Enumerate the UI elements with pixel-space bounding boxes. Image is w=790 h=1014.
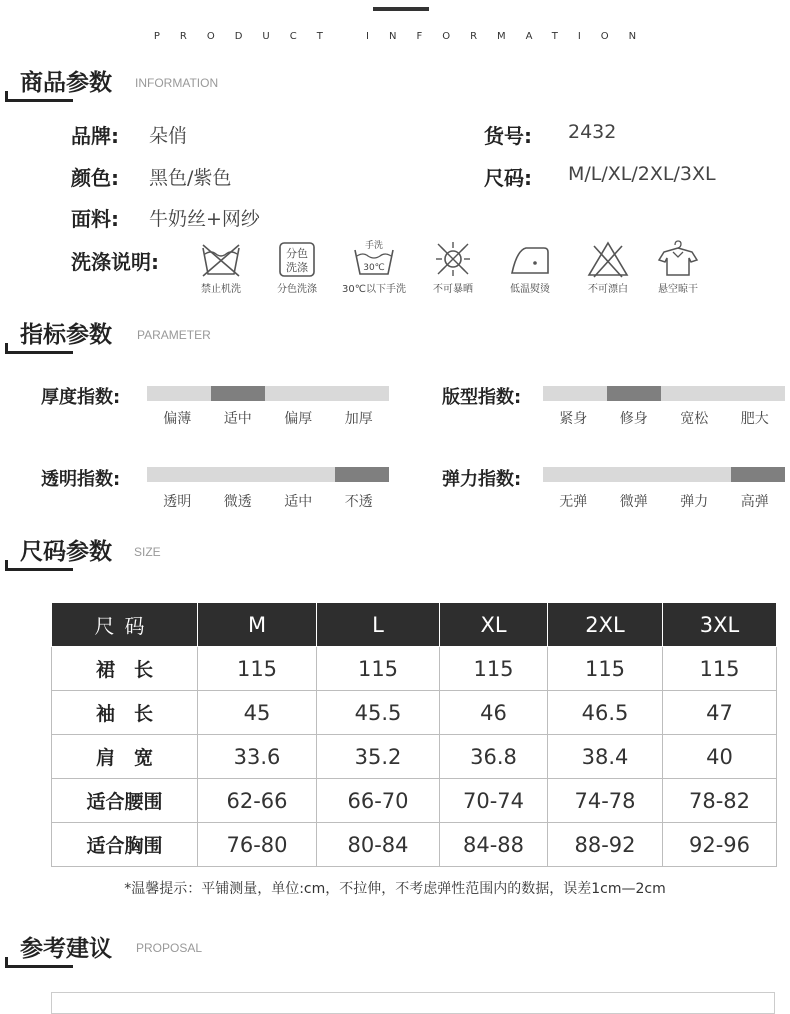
table-row bbox=[52, 779, 777, 823]
separate-icon-bottom-text: 洗涤 bbox=[286, 261, 308, 274]
wash-label: 洗涤说明: bbox=[71, 250, 159, 274]
sheer-scale-bar bbox=[147, 467, 389, 482]
thickness-label: 厚度指数: bbox=[41, 387, 121, 408]
sku-label: 货号: bbox=[484, 124, 532, 148]
thickness-tick-label: 偏薄 bbox=[163, 411, 192, 427]
table-cell: 40 bbox=[663, 735, 777, 779]
wash-item-separate bbox=[262, 240, 332, 295]
fit-tick-label: 修身 bbox=[619, 411, 648, 427]
table-cell: 115 bbox=[663, 647, 777, 691]
size-header-cell: L bbox=[317, 603, 440, 647]
table-cell: 45 bbox=[198, 691, 317, 735]
table-cell: 62-66 bbox=[198, 779, 317, 823]
brand-label: 品牌: bbox=[71, 124, 119, 148]
no-bleach-icon bbox=[586, 240, 630, 278]
hand-icon-top-text: 手洗 bbox=[364, 241, 384, 251]
size-value: M/L/XL/2XL/3XL bbox=[568, 163, 716, 185]
wash-item-low-iron bbox=[495, 240, 565, 295]
row-label: 袖 长 bbox=[52, 691, 198, 735]
wash-caption: 禁止机洗 bbox=[201, 284, 241, 295]
thickness-selected-segment bbox=[211, 386, 265, 401]
row-label: 肩 宽 bbox=[52, 735, 198, 779]
wash-caption: 不可暴晒 bbox=[433, 284, 473, 295]
table-cell: 33.6 bbox=[198, 735, 317, 779]
wash-item-no-bleach bbox=[573, 240, 643, 295]
table-row bbox=[52, 823, 777, 867]
table-cell: 115 bbox=[440, 647, 548, 691]
hang-dry-icon bbox=[656, 240, 700, 278]
table-row bbox=[52, 735, 777, 779]
size-header-cell: 2XL bbox=[548, 603, 663, 647]
fit-selected-segment bbox=[607, 386, 661, 401]
table-row bbox=[52, 691, 777, 735]
thickness-tick-label: 偏厚 bbox=[284, 411, 313, 427]
row-label: 适合胸围 bbox=[52, 823, 198, 867]
thickness-scale-bar bbox=[147, 386, 389, 401]
size-header-cell: M bbox=[198, 603, 317, 647]
top-divider-bar bbox=[373, 7, 429, 11]
table-cell: 47 bbox=[663, 691, 777, 735]
row-label: 适合腰围 bbox=[52, 779, 198, 823]
hand-wash-icon bbox=[352, 240, 396, 278]
brand-value: 朵俏 bbox=[149, 125, 188, 147]
section-subtitle-proposal: PROPOSAL bbox=[136, 941, 203, 955]
table-cell: 115 bbox=[317, 647, 440, 691]
stretch-scale-bar bbox=[543, 467, 785, 482]
wash-item-no-machine bbox=[186, 240, 256, 295]
sheer-tick-label: 透明 bbox=[163, 494, 192, 510]
table-cell: 84-88 bbox=[440, 823, 548, 867]
table-cell: 46 bbox=[440, 691, 548, 735]
wash-caption: 不可漂白 bbox=[588, 284, 628, 295]
wash-item-hand-wash bbox=[339, 240, 409, 295]
fit-tick-label: 肥大 bbox=[740, 411, 769, 427]
table-cell: 36.8 bbox=[440, 735, 548, 779]
stretch-tick-label: 微弹 bbox=[619, 494, 648, 510]
table-cell: 88-92 bbox=[548, 823, 663, 867]
wash-caption: 悬空晾干 bbox=[658, 284, 698, 295]
size-header-cell: 3XL bbox=[663, 603, 777, 647]
table-cell: 38.4 bbox=[548, 735, 663, 779]
fit-tick-label: 宽松 bbox=[680, 411, 709, 427]
section-title-info: 商品参数 bbox=[20, 70, 112, 96]
fit-tick-label: 紧身 bbox=[559, 411, 588, 427]
table-row bbox=[52, 647, 777, 691]
stretch-label: 弹力指数: bbox=[442, 469, 522, 490]
section-title-param: 指标参数 bbox=[20, 322, 112, 348]
table-cell: 78-82 bbox=[663, 779, 777, 823]
table-cell: 115 bbox=[548, 647, 663, 691]
sku-value: 2432 bbox=[568, 121, 617, 143]
section-subtitle-param: PARAMETER bbox=[137, 328, 211, 342]
thickness-tick-label: 加厚 bbox=[344, 411, 373, 427]
no-sun-icon bbox=[431, 240, 475, 278]
proposal-box bbox=[51, 992, 775, 1014]
no-machine-wash-icon bbox=[199, 240, 243, 278]
separate-wash-icon bbox=[275, 240, 319, 278]
size-header-label: 尺码 bbox=[52, 603, 198, 647]
stretch-selected-segment bbox=[731, 467, 785, 482]
section-underline bbox=[5, 351, 73, 354]
fabric-label: 面料: bbox=[71, 207, 119, 231]
row-label: 裙 长 bbox=[52, 647, 198, 691]
section-underline bbox=[5, 568, 73, 571]
section-title-size: 尺码参数 bbox=[20, 539, 112, 565]
wash-item-hang-dry bbox=[643, 240, 713, 295]
sheer-selected-segment bbox=[335, 467, 389, 482]
table-cell: 74-78 bbox=[548, 779, 663, 823]
separate-icon-top-text: 分色 bbox=[286, 247, 308, 260]
sheer-tick-label: 微透 bbox=[223, 494, 252, 510]
banner-title: PRODUCT INFORMATION bbox=[153, 31, 657, 42]
section-underline bbox=[5, 99, 73, 102]
table-cell: 46.5 bbox=[548, 691, 663, 735]
sheer-label: 透明指数: bbox=[41, 469, 121, 490]
fabric-value: 牛奶丝+网纱 bbox=[149, 208, 260, 230]
table-cell: 80-84 bbox=[317, 823, 440, 867]
color-value: 黑色/紫色 bbox=[149, 167, 232, 189]
table-cell: 35.2 bbox=[317, 735, 440, 779]
table-cell: 45.5 bbox=[317, 691, 440, 735]
color-label: 颜色: bbox=[71, 166, 119, 190]
wash-caption: 分色洗涤 bbox=[277, 284, 317, 295]
section-subtitle-size: SIZE bbox=[134, 545, 161, 559]
table-cell: 115 bbox=[198, 647, 317, 691]
stretch-tick-label: 高弹 bbox=[740, 494, 769, 510]
size-table bbox=[51, 602, 777, 867]
fit-scale-bar bbox=[543, 386, 785, 401]
measurement-note: *温馨提示：平铺测量，单位:cm，不拉伸，不考虑弹性范围内的数据，误差1cm—2cm bbox=[124, 881, 666, 897]
sheer-tick-label: 适中 bbox=[284, 494, 313, 510]
section-title-proposal: 参考建议 bbox=[20, 936, 112, 962]
size-header-cell: XL bbox=[440, 603, 548, 647]
size-label: 尺码: bbox=[484, 166, 532, 190]
stretch-tick-label: 弹力 bbox=[680, 494, 709, 510]
sheer-tick-label: 不透 bbox=[344, 494, 373, 510]
table-cell: 70-74 bbox=[440, 779, 548, 823]
low-iron-icon bbox=[508, 240, 552, 278]
wash-caption: 30℃以下手洗 bbox=[342, 284, 406, 295]
table-cell: 76-80 bbox=[198, 823, 317, 867]
wash-caption: 低温熨烫 bbox=[510, 284, 550, 295]
thickness-tick-label: 适中 bbox=[223, 411, 252, 427]
table-cell: 92-96 bbox=[663, 823, 777, 867]
size-table-header-row bbox=[52, 603, 777, 647]
fit-label: 版型指数: bbox=[442, 387, 522, 408]
hand-icon-temp-text: 30℃ bbox=[363, 263, 385, 273]
table-cell: 66-70 bbox=[317, 779, 440, 823]
wash-item-no-sun bbox=[418, 240, 488, 295]
section-subtitle-info: INFORMATION bbox=[135, 76, 219, 90]
stretch-tick-label: 无弹 bbox=[559, 494, 588, 510]
section-underline bbox=[5, 965, 73, 968]
